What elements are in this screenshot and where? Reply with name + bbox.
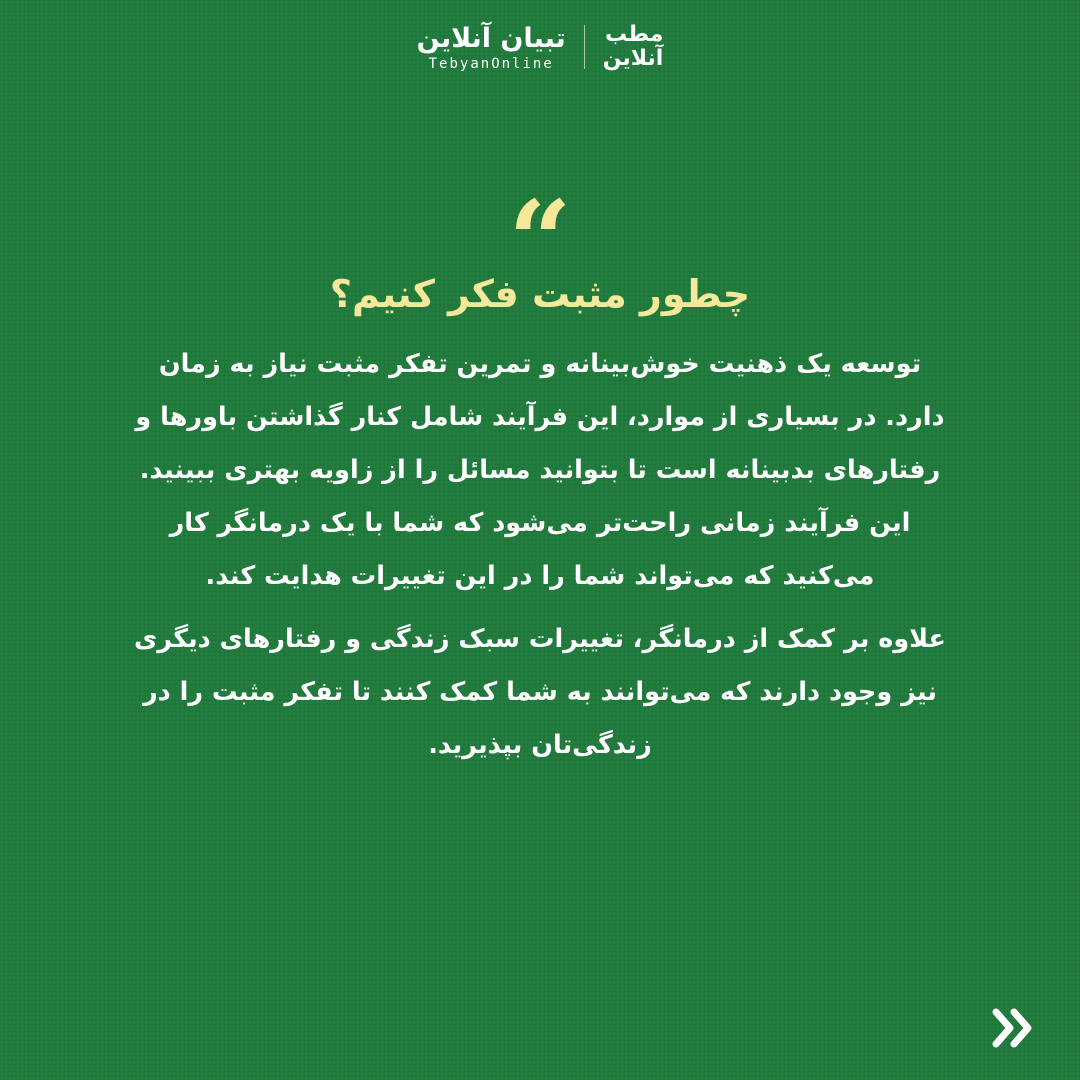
tebyan-logo-persian: تبیان آنلاین — [416, 23, 566, 54]
header — [0, 22, 1080, 72]
paragraph-2: علاوه بر کمک از درمانگر، تغییرات سبک زندگی و رفتارهای دیگری نیز وجود دارند که می‌توانند به شما کمک کنند تا تفکر مثبت را در زندگی‌تان بپذیرید. — [134, 624, 946, 760]
matab-logo-line1: مطب — [604, 22, 664, 47]
double-chevron-right-icon[interactable] — [990, 1006, 1040, 1050]
tebyan-logo-english: TebyanOnline — [428, 56, 554, 72]
matab-logo-line2: آنلاین — [602, 46, 664, 71]
paragraph-1: توسعه یک ذهنیت خوش‌بینانه و تمرین تفکر مثبت نیاز به زمان دارد. در بسیاری از موارد، این فرآیند شامل کنار گذاشتن باورها و رفتارهای بدبینانه است تا بتوانید مسائل را از زاویه بهتری ببینید. این فرآیند زمانی راحت‌تر می‌شود که شما با یک درمانگر کار می‌کنید که می‌تواند شما را در این تغییرات هدایت کند. — [135, 349, 945, 591]
quote-mark-icon: “ — [508, 176, 572, 305]
logo-divider — [584, 25, 585, 69]
page-title: چطور مثبت فکر کنیم؟ — [329, 272, 751, 316]
article-body — [132, 338, 948, 772]
tebyan-online-logo — [417, 22, 566, 72]
matab-online-logo — [603, 23, 664, 71]
